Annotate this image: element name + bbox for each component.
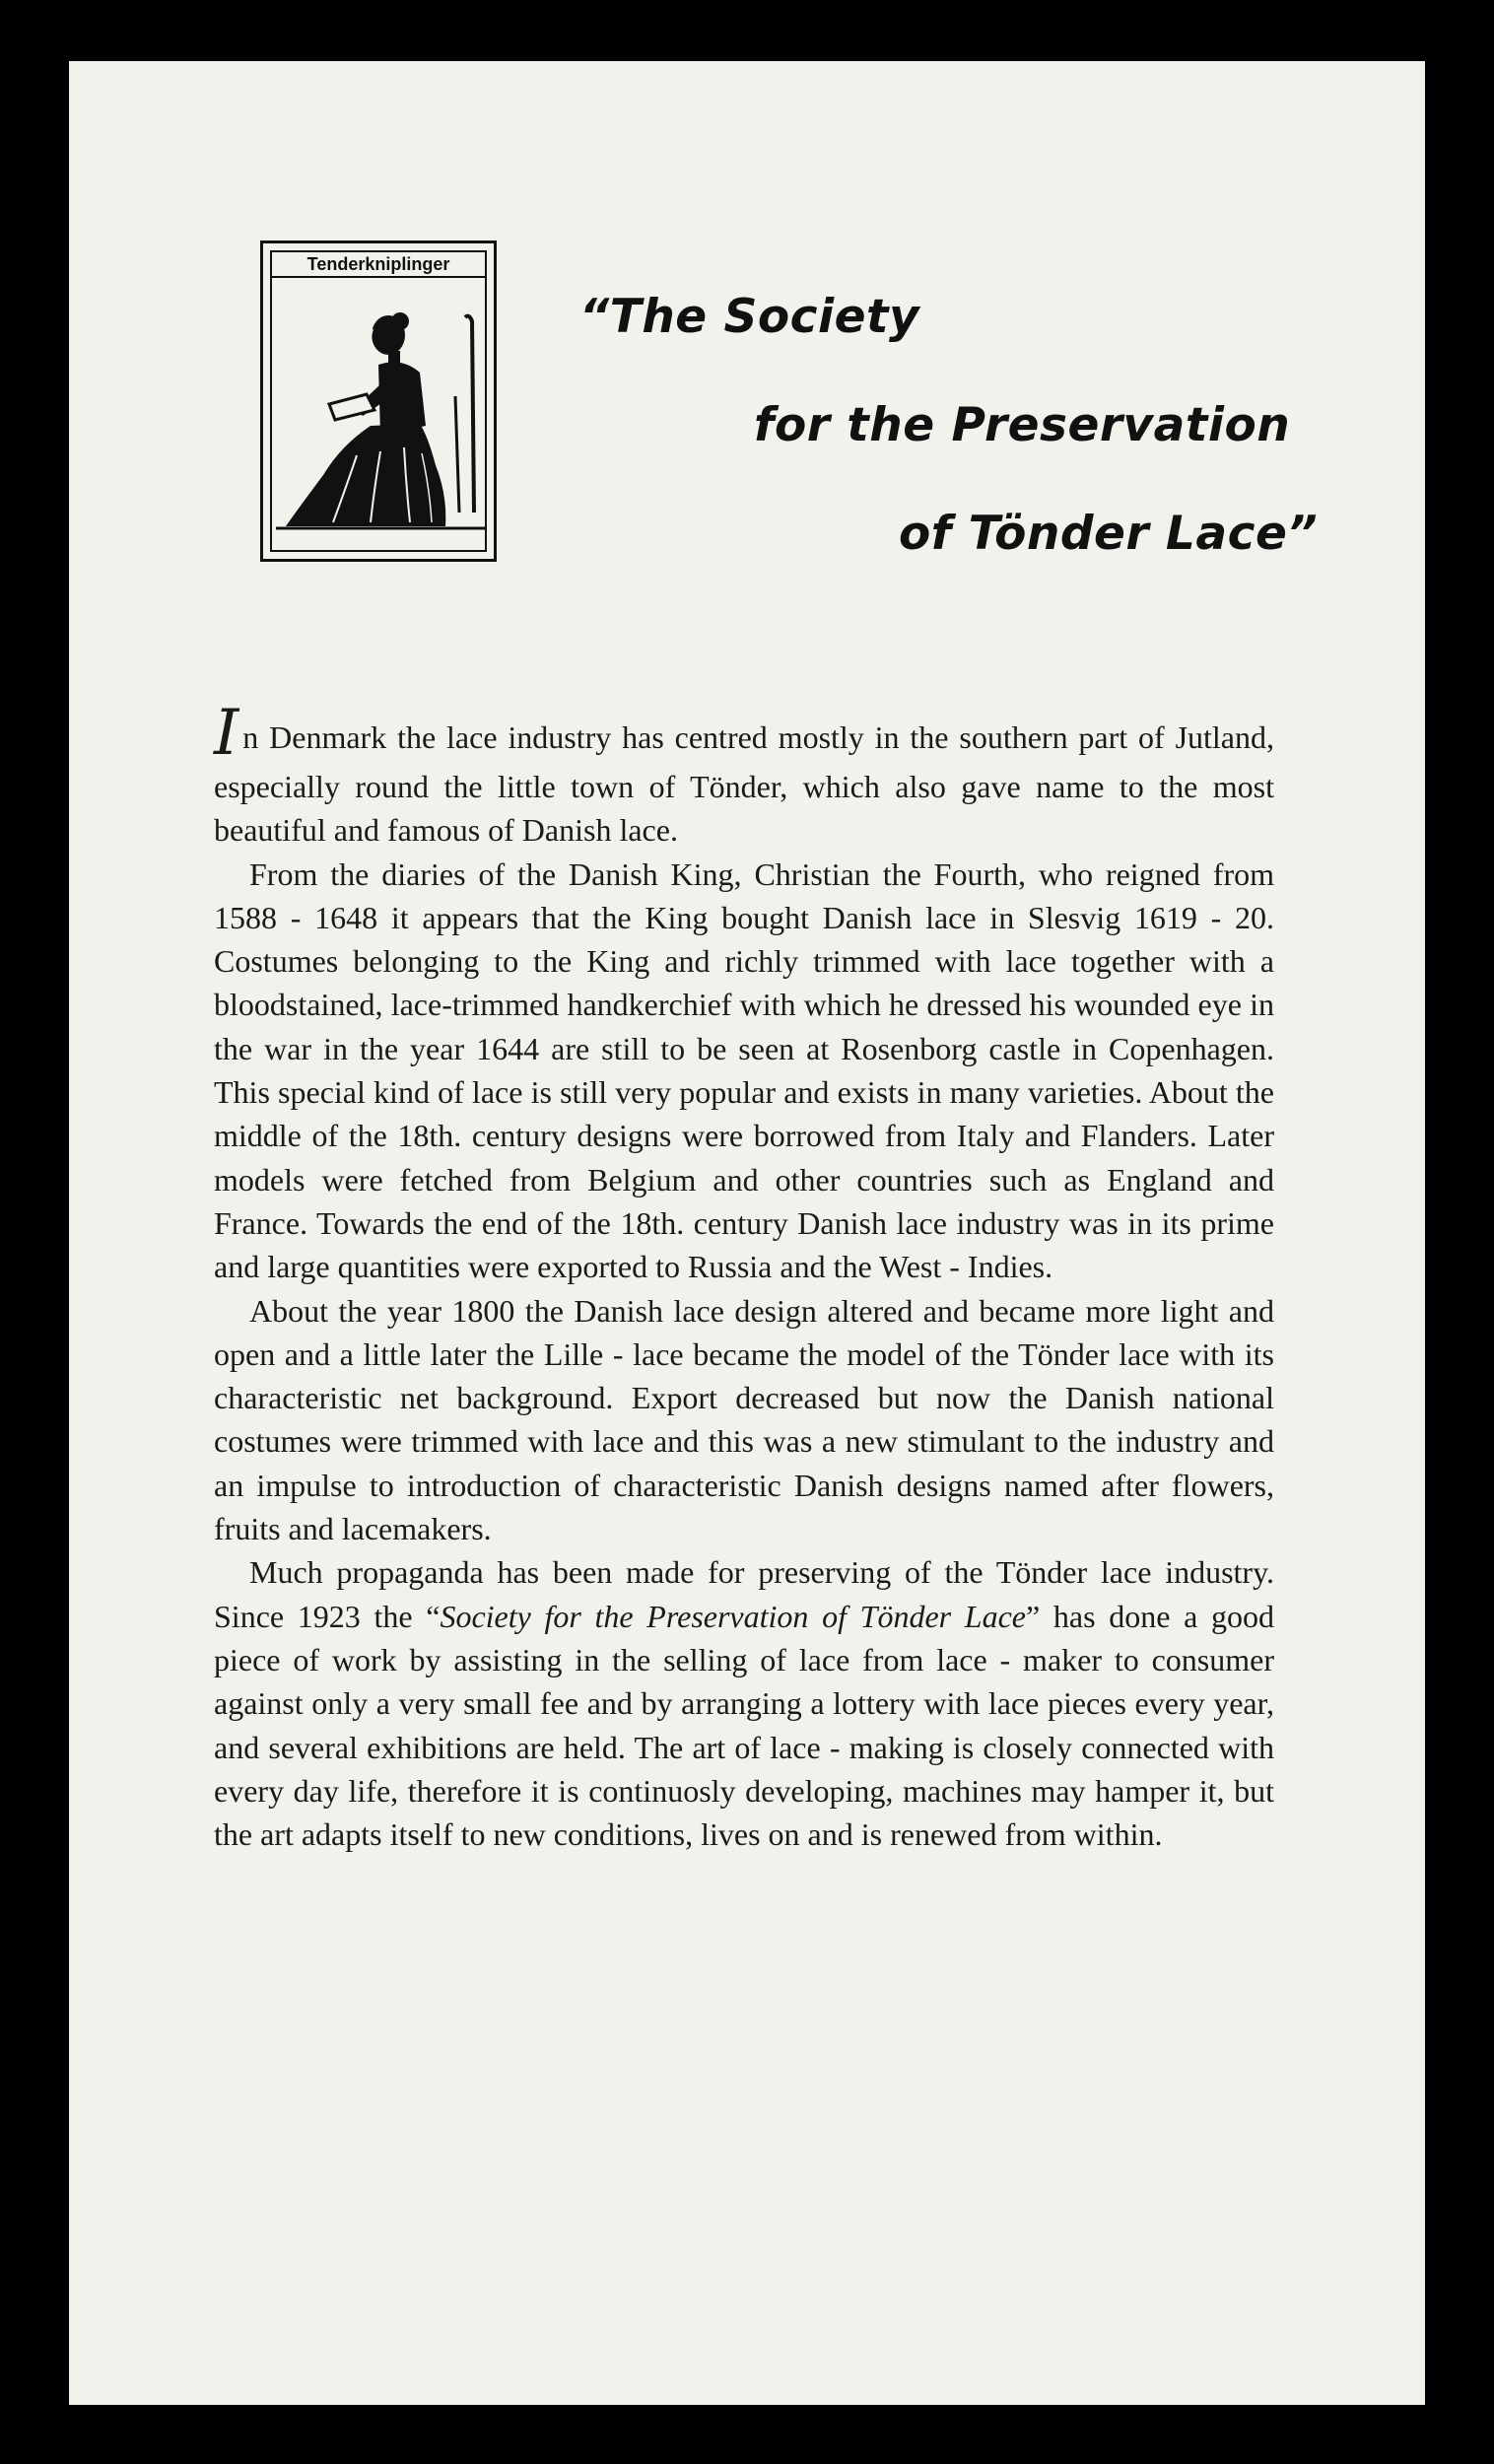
emblem-caption: Tenderkniplinger xyxy=(272,252,485,278)
title-line-1: “The Society xyxy=(579,290,920,344)
paragraph-4-lead: Much propaganda has been made for preserving of the Tönder lace industry. Since 1923 the “ xyxy=(214,1554,1274,1634)
paragraph-2: From the diaries of the Danish King, Christian the Fourth, who reigned from 1588 - 1648 it appears that the King bought Danish lace in Slesvig 1619 - 20. Costumes belonging to the King and richly trimmed with lace together with a bloodstained, lace-trimmed handkerchief with which he dressed his wounded eye in the war in the year 1644 are still to be seen at Rosenborg castle in Copenhagen. This special kind of lace is still very popular and exists in many varieties. About the middle of the 18th. century designs were borrowed from Italy and Flanders. Later models were fetched from Belgium and other countries such as England and France. Towards the end of the 18th. century Danish lace industry was in its prime and large quantities were exported to Russia and the West - Indies. xyxy=(214,856,1274,1285)
paragraph-4 xyxy=(214,1550,1274,1856)
lacemaker-emblem xyxy=(260,240,497,562)
article-body xyxy=(214,697,1275,1856)
emblem-frame xyxy=(270,250,487,552)
paragraph-4-rest: ” has done a good piece of work by assisting in the selling of lace from lace - maker to consumer against only a very small fee and by arranging a lottery with lace pieces every year, and several exhibitions are held. The art of lace - making is closely connected with every day life, therefore it is continuosly developing, machines may hamper it, but the art adapts itself to new conditions, lives on and is renewed from within. xyxy=(214,1598,1275,1853)
lacemaker-silhouette-image xyxy=(272,278,491,536)
title-line-3: of Tönder Lace” xyxy=(899,507,1319,561)
paragraph-1-text: n Denmark the lace industry has centred mostly in the southern part of Jutland, especially round the little town of Tönder, which also gave name to the most beautiful and famous of Danish lace. xyxy=(214,719,1274,849)
title-line-2: for the Preservation xyxy=(754,398,1291,452)
society-name-italic: Society for the Preservation of Tönder Lace xyxy=(440,1598,1027,1634)
paragraph-1 xyxy=(214,697,1274,853)
drop-cap: I xyxy=(214,697,239,770)
document-page xyxy=(69,61,1425,2405)
paragraph-3: About the year 1800 the Danish lace design altered and became more light and open and a little later the Lille - lace became the model of the Tönder lace with its characteristic net background. Export decreased but now the Danish national costumes were trimmed with lace and this was a new stimulant to the industry and an impulse to introduction of characteristic Danish designs named after flowers, fruits and lacemakers. xyxy=(214,1292,1274,1547)
